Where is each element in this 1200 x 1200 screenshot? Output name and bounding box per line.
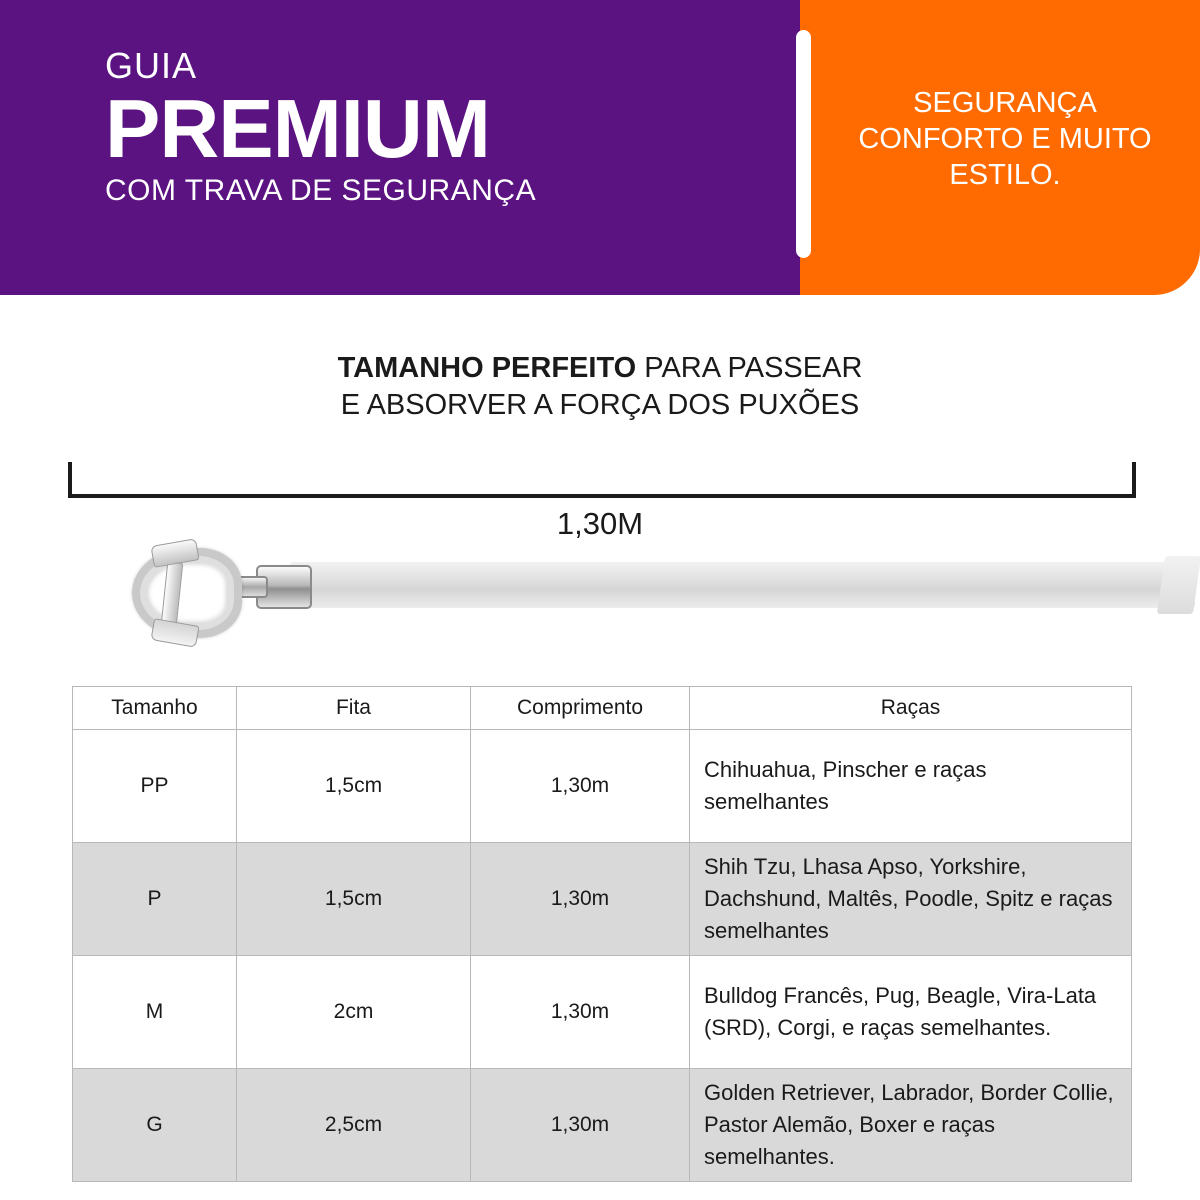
cell-tape: 1,5cm <box>237 843 471 956</box>
cell-length: 1,30m <box>471 1069 690 1182</box>
table-row <box>73 1069 1132 1182</box>
subtitle-line2: E ABSORVER A FORÇA DOS PUXÕES <box>340 389 860 421</box>
title-main: PREMIUM <box>105 82 490 175</box>
section-subtitle <box>0 350 1200 424</box>
leash-product-image <box>60 540 1150 660</box>
cell-size: PP <box>73 730 237 843</box>
cell-size: P <box>73 843 237 956</box>
leash-strap <box>290 562 1195 608</box>
measure-end-cap-right <box>1132 462 1136 498</box>
column-header-length: Comprimento <box>471 687 690 730</box>
title-eyebrow: GUIA <box>105 45 198 86</box>
table-row <box>73 730 1132 843</box>
cell-size: G <box>73 1069 237 1182</box>
cell-breeds: Chihuahua, Pinscher e raças semelhantes <box>690 730 1132 843</box>
table-row <box>73 843 1132 956</box>
table-row <box>73 956 1132 1069</box>
cell-size: M <box>73 956 237 1069</box>
cell-breeds: Shih Tzu, Lhasa Apso, Yorkshire, Dachshund, Maltês, Poodle, Spitz e raças semelhantes <box>690 843 1132 956</box>
cell-breeds: Golden Retriever, Labrador, Border Collie, Pastor Alemão, Boxer e raças semelhantes. <box>690 1069 1132 1182</box>
measure-length-label: 1,30M <box>556 506 644 541</box>
subtitle-strong: TAMANHO PERFEITO <box>337 352 637 384</box>
column-header-size: Tamanho <box>73 687 237 730</box>
cell-breeds: Bulldog Francês, Pug, Beagle, Vira-Lata (SRD), Corgi, e raças semelhantes. <box>690 956 1132 1069</box>
measure-line <box>68 494 1136 498</box>
table-head <box>73 687 1132 730</box>
column-header-breeds: Raças <box>690 687 1132 730</box>
cell-tape: 1,5cm <box>237 730 471 843</box>
measurement-indicator <box>0 462 1200 552</box>
column-header-tape: Fita <box>237 687 471 730</box>
cell-length: 1,30m <box>471 730 690 843</box>
table-body <box>73 730 1132 1182</box>
cell-tape: 2,5cm <box>237 1069 471 1182</box>
table-header-row <box>73 687 1132 730</box>
title-subtitle: COM TRAVA DE SEGURANÇA <box>105 174 537 207</box>
cell-length: 1,30m <box>471 956 690 1069</box>
header-divider <box>796 30 811 258</box>
cell-length: 1,30m <box>471 843 690 956</box>
header-benefits-text: SEGURANÇA CONFORTO E MUITO ESTILO. <box>858 87 1152 191</box>
subtitle-rest: PARA PASSEAR <box>636 352 863 384</box>
measure-end-cap-left <box>68 462 72 498</box>
size-chart-table <box>72 686 1132 1182</box>
header-banner <box>0 0 1200 295</box>
product-title-block <box>105 46 536 208</box>
cell-tape: 2cm <box>237 956 471 1069</box>
